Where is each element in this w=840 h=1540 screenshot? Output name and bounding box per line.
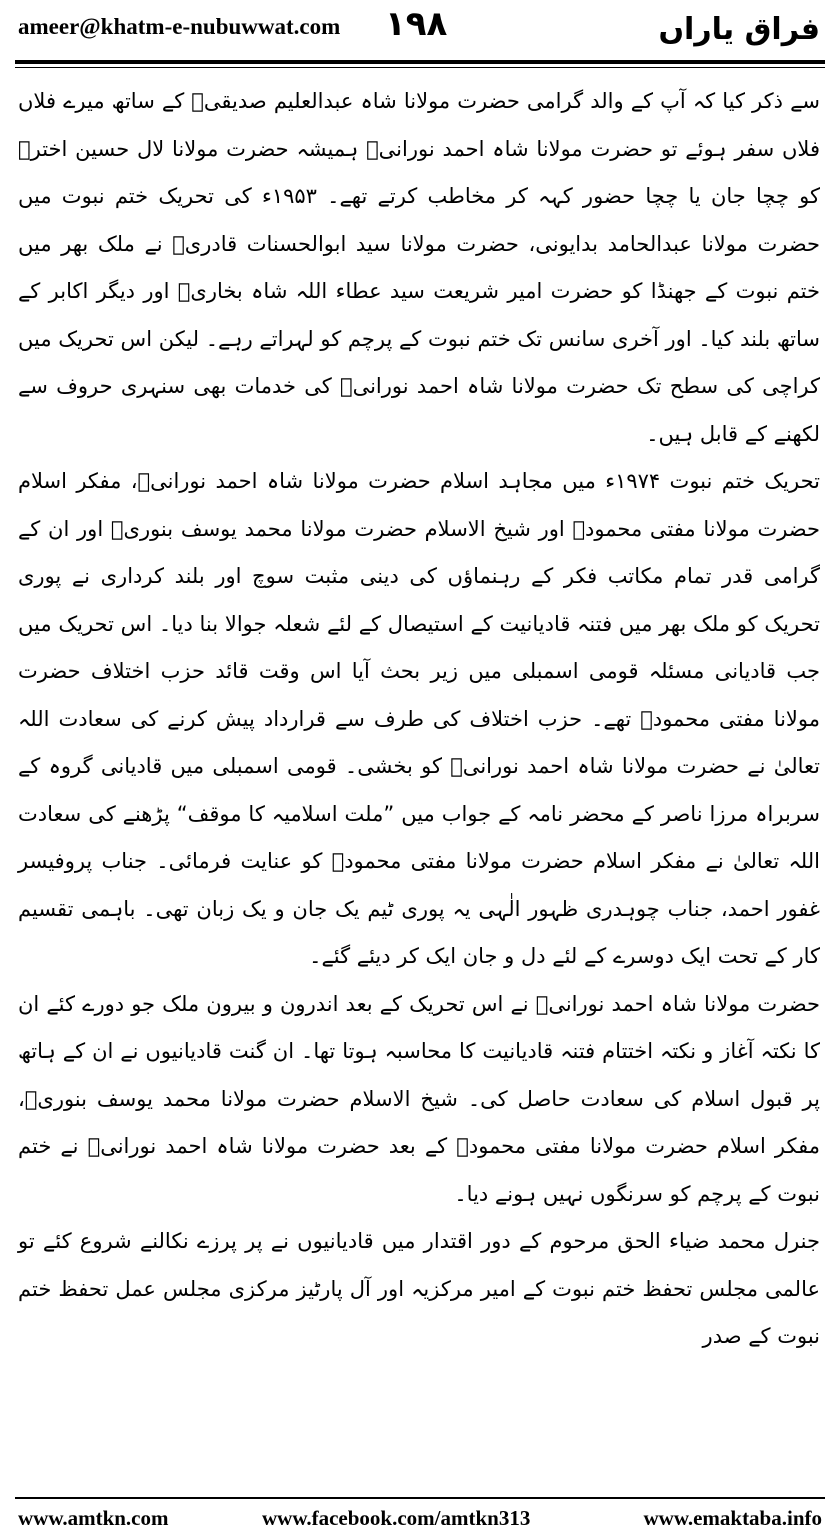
paragraph-3: حضرت مولانا شاہ احمد نورانیؒ نے اس تحریک کے بعد اندرون و بیرون ملک جو دورے کئے ان کا نکتہ آغاز و نکتہ اختتام فتنہ قادیانیت کا محاسبہ ہوتا تھا۔ ان گنت قادیانیوں نے ان کے ہاتھ پر قبول اسلام کی سعادت حاصل کی۔ شیخ الاسلام حضرت مولانا محمد یوسف بنوریؒ، مفکر اسلام حضرت مولانا مفتی محمودؒ کے بعد حضرت مولانا شاہ احمد نورانیؒ نے ختم نبوت کے پرچم کو سرنگوں نہیں ہونے دیا۔ [18, 991, 820, 1206]
footer-rule [15, 1497, 825, 1499]
header-rule-thick [15, 60, 825, 64]
header-email: ameer@khatm-e-nubuwwat.com [18, 14, 341, 39]
header-rule-thin [15, 67, 825, 68]
paragraph-1: سے ذکر کیا کہ آپ کے والد گرامی حضرت مولانا شاہ عبدالعلیم صدیقیؒ کے ساتھ میرے فلاں فلاں سفر ہوئے تو حضرت مولانا شاہ احمد نورانیؒ ہمیشہ حضرت مولانا لال حسین اخترؒ کو چچا جان یا چچا حضور کہہ کر مخاطب کرتے تھے۔ ۱۹۵۳ء کی تحریک ختم نبوت میں حضرت مولانا عبدالحامد بدایونی، حضرت مولانا سید ابوالحسنات قادریؒ نے ملک بھر میں ختم نبوت کے جھنڈا کو حضرت امیر شریعت سید عطاء اللہ شاہ بخاریؒ اور دیگر اکابر کے ساتھ بلند کیا۔ اور آخری سانس تک ختم نبوت کے پرچم کو لہراتے رہے۔ لیکن اس تحریک میں کراچی کی سطح تک حضرت مولانا شاہ احمد نورانیؒ کی خدمات بھی سنہری حروف سے لکھنے کے قابل ہیں۔ [18, 89, 821, 446]
page-footer [0, 1506, 840, 1536]
page-body [18, 78, 820, 1361]
book-title: فراق یاراں [658, 12, 820, 47]
footer-link-facebook[interactable]: www.facebook.com/amtkn313 [262, 1506, 531, 1530]
footer-link-emaktaba[interactable]: www.emaktaba.info [643, 1506, 822, 1530]
footer-link-amtkn[interactable]: www.amtkn.com [18, 1506, 169, 1530]
paragraph-2: تحریک ختم نبوت ۱۹۷۴ء میں مجاہد اسلام حضرت مولانا شاہ احمد نورانیؒ، مفکر اسلام حضرت مولانا مفتی محمودؒ اور شیخ الاسلام حضرت مولانا محمد یوسف بنوریؒ اور ان کے گرامی قدر تمام مکاتب فکر کے رہنماؤں کی دینی مثبت سوچ اور بلند کرداری نے پوری تحریک کو ملک بھر میں فتنہ قادیانیت کے استیصال کے لئے شعلہ جوالا بنا دیا۔ اس تحریک میں جب قادیانی مسئلہ قومی اسمبلی میں زیر بحث آیا اس وقت قائد حزب اختلاف حضرت مولانا مفتی محمودؒ تھے۔ حزب اختلاف کی طرف سے قرارداد پیش کرنے کی سعادت اللہ تعالیٰ نے حضرت مولانا شاہ احمد نورانیؒ کو بخشی۔ قومی اسمبلی میں قادیانی گروہ کے سربراہ مرزا ناصر کے محضر نامہ کے جواب میں ”ملت اسلامیہ کا موقف“ پڑھنے کی سعادت اللہ تعالیٰ نے مفکر اسلام حضرت مولانا مفتی محمودؒ کو عنایت فرمائی۔ جناب پروفیسر غفور احمد، جناب چوہدری ظہور الٰہی یہ پوری ٹیم یک جان و یک زبان تھی۔ باہمی تقسیم کار کے تحت ایک دوسرے کے لئے دل و جان ایک کر دیئے گئے۔ [18, 469, 820, 968]
paragraph-4: جنرل محمد ضیاء الحق مرحوم کے دور اقتدار میں قادیانیوں نے پر پرزے نکالنے شروع کئے تو عالمی مجلس تحفظ ختم نبوت کے امیر مرکزیہ اور آل پارٹیز مرکزی مجلس عمل تحفظ ختم نبوت کے صدر [18, 1229, 820, 1348]
page-number: ۱۹۸ [385, 4, 448, 44]
